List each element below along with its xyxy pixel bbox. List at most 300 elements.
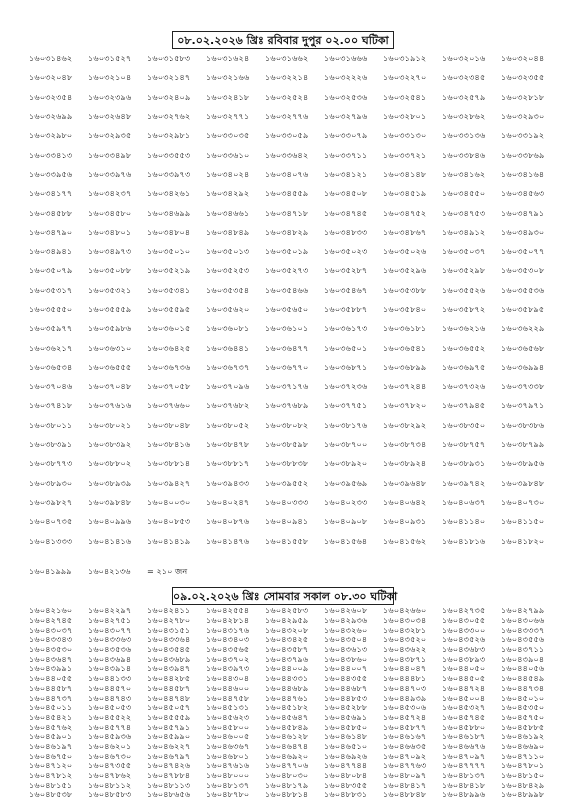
roll-number-cell: ১৬০৪১৮১৬ xyxy=(442,535,486,546)
roll-number-cell: ১৬০৩৮৯২৪ xyxy=(383,458,427,469)
roll-number-cell: ১৬০৪৮৮৪৮ xyxy=(383,789,427,800)
roll-number-cell: ১৬০৩৬১৭৩ xyxy=(324,323,368,334)
roll-number-cell: ১৬০৩২৩৫৫ xyxy=(501,72,545,83)
roll-number-cell: ১৬০৪৪৫৪৯ xyxy=(501,673,545,684)
roll-number-cell: ১৬০৩৮৩৯১ xyxy=(29,439,73,450)
roll-number-cell: ১৬০৩৪১৬৪ xyxy=(501,168,545,179)
roll-number-cell: ১৬০৪৪৪৮১ xyxy=(383,673,427,684)
roll-number-cell: ১৬০৩৬১৮১ xyxy=(383,323,427,334)
roll-number-cell: ১৬০৩৮৯৫৬ xyxy=(501,458,545,469)
roll-number-cell: ১৬০৩৪১৭৭ xyxy=(29,188,73,199)
roll-number-cell: ১৬০৩৮৯৩৯ xyxy=(88,477,132,488)
roll-number-cell: ১৬০৪২৯৩৬ xyxy=(324,615,368,626)
roll-number-cell: ১৬০৪১৫৬২ xyxy=(383,535,427,546)
roll-number-cell: ১৬০৩৮৮১৪ xyxy=(147,458,191,469)
roll-number-cell: ১৬০৪৫০০৪ xyxy=(442,692,486,703)
roll-number-cell: ১৬০৪৪৭৩৭ xyxy=(29,692,73,703)
roll-number-cell: ১৬০৪৩৫৫৬ xyxy=(501,634,545,645)
roll-number-cell: ১৬০৩১৫৮৩ xyxy=(147,53,191,64)
roll-number-cell: ১৬০৩৭২৩৬ xyxy=(324,381,368,392)
roll-number-cell: ১৬০৪৩২৮১ xyxy=(383,624,427,635)
roll-number-cell: ১৬০৪৭৮৮৪ xyxy=(147,770,191,781)
roll-number-cell: ১৬০৩৮৩৮৬ xyxy=(501,419,545,430)
table-row xyxy=(29,262,559,281)
table-row xyxy=(29,224,559,243)
roll-number-cell: ১৬০৩৭০৯৬ xyxy=(206,381,250,392)
roll-number-cell: ১৬০৩৮৯২০ xyxy=(324,458,368,469)
roll-number-cell: ১৬০৩২০১৬ xyxy=(442,53,486,64)
roll-number-cell: ১৬০৩৬৮৯৯ xyxy=(383,361,427,372)
roll-number-cell: ১৬০৪৪০৪৭ xyxy=(383,663,427,674)
roll-number-cell: ১৬০৩২৯৮০ xyxy=(29,130,73,141)
roll-number-cell: ১৬০৪৩৬৮৯ xyxy=(147,653,191,664)
roll-number-cell: ১৬০৩৮৭৭৩ xyxy=(29,458,73,469)
roll-number-cell: ১৬০৪৫৭২৪ xyxy=(383,711,427,722)
roll-number-cell: ১৬০৩৭৬৮২ xyxy=(206,400,250,411)
roll-number-cell: ১৬০৩৮২৯২ xyxy=(383,419,427,430)
roll-number-cell: ১৬০৩৫০৮৮ xyxy=(88,265,132,276)
roll-number-cell: ১৬০৩৫৪৬৭ xyxy=(324,284,368,295)
roll-number-cell: ১৬০৩২৭৯৬ xyxy=(324,111,368,122)
roll-number-cell: ১৬০৩২৫৪১ xyxy=(383,91,427,102)
roll-number-cell: ১৬০৪৪৬৮৯ xyxy=(265,682,309,693)
roll-number-cell: ১৬০৩৫৩১৭ xyxy=(29,284,73,295)
roll-number-cell: ১৬০৩২২১৪ xyxy=(265,72,309,83)
roll-number-cell: ১৬০৩৪৭৪৫ xyxy=(324,207,368,218)
roll-number-cell: ১৬০৪২৭৯৯ xyxy=(501,605,545,616)
roll-number-cell: ১৬০৪৩৬৮৩ xyxy=(442,644,486,655)
roll-number-cell: ১৬০৪২৫৮৩ xyxy=(265,605,309,616)
roll-number-cell: ১৬০৩৫৫৯৫ xyxy=(147,304,191,314)
roll-number-cell: ১৬০৩৩৯৭৩ xyxy=(147,168,191,179)
roll-number-cell: ১৬০৪৫৭৫০ xyxy=(501,711,545,722)
roll-number-cell: ১৬০৩৫৫৫৯ xyxy=(88,304,132,314)
roll-number-cell: ১৬০৩২০৪৮ xyxy=(29,72,73,83)
roll-number-cell: ১৬০৩৫৬৫০ xyxy=(265,304,309,314)
roll-number-cell: ১৬০৪৭৭৪৪ xyxy=(324,760,368,771)
section-2-title: ০৯.০২.২০২৬ খ্রিঃ সোমবার সকাল ০৮.৩০ ঘটিকা xyxy=(172,587,394,605)
roll-number-cell: ১৬০৪৪৩৫৫ xyxy=(324,673,368,684)
roll-number-cell: ১৬০৪৪৭৫৮ xyxy=(206,692,250,703)
roll-number-cell: ১৬০৪৪৫৭০ xyxy=(88,682,132,693)
roll-number-cell: ১৬০৪৬৪৭৪ xyxy=(265,740,309,751)
table-row xyxy=(29,320,559,339)
table-row xyxy=(29,282,559,301)
roll-number-cell: ১৬০৪৩৯১৪ xyxy=(88,663,132,674)
roll-number-cell: ১৬০৩৪৯১২ xyxy=(442,226,486,237)
roll-number-cell: ১৬০৩৫০১৩ xyxy=(206,246,250,257)
roll-number-cell: ১৬০৪১৮২০ xyxy=(501,535,545,546)
roll-number-cell: ১৬০৪৩৪২৫ xyxy=(265,634,309,645)
roll-number-cell: ১৬০৩৫৫৩৬ xyxy=(501,284,545,295)
roll-number-cell: ১৬০৩৭৮২০ xyxy=(383,400,427,411)
roll-number-cell: ১৬০৩৭২৪৪ xyxy=(383,381,427,392)
roll-number-cell: ১৬০৩৩০৫৯ xyxy=(265,130,309,141)
roll-number-cell: ১৬০৩৬৩১০ xyxy=(88,342,132,353)
roll-number-cell: ১৬০৪২৯৫৯ xyxy=(265,615,309,626)
roll-number-cell: ১৬০৩৮৪৭৮ xyxy=(206,439,250,450)
roll-number-cell: ১৬০৩৪২৯২ xyxy=(206,188,250,199)
roll-number-cell: ১৬০৩২০৪৪ xyxy=(501,53,545,64)
roll-number-cell: ১৬০৪৮১১৩ xyxy=(147,779,191,790)
roll-number-cell: ১৬০৩৮৭৫৭ xyxy=(442,439,486,450)
roll-number-cell: ১৬০৪৪৭২৪ xyxy=(442,682,486,693)
roll-number-cell: ১৬০৩৫০১০ xyxy=(147,246,191,257)
roll-number-cell: ১৬০৪৩৫৪৫ xyxy=(147,644,191,655)
roll-number-cell: ১৬০৪১৪১৯ xyxy=(147,535,191,546)
roll-number-cell: ১৬০৩৮৩৯২ xyxy=(88,439,132,450)
roll-number-cell: ১৬০৩৪৭৫৩ xyxy=(442,207,486,218)
roll-number-cell: ১৬০৩৭০৫৮ xyxy=(147,381,191,392)
roll-number-cell: ১৬০৪৩০৭৭ xyxy=(88,624,132,635)
roll-number-cell: ১৬০৩৮৭৯৯ xyxy=(501,439,545,450)
roll-number-cell: ১৬০৩৪১৬২ xyxy=(442,168,486,179)
roll-number-cell: ১৬০৩২৮০১ xyxy=(383,111,427,122)
roll-number-cell: ১৬০৪০৯০৮ xyxy=(324,516,368,527)
roll-number-cell: ১৬০৩৪৫৮০ xyxy=(88,207,132,218)
roll-number-cell: ১৬০৩৫০২৩ xyxy=(324,246,368,257)
roll-number-cell: ১৬০৪২৫৫৪ xyxy=(206,605,250,616)
table-row xyxy=(29,791,559,801)
roll-number-cell: ১৬০৩১৬২৪ xyxy=(206,53,250,64)
roll-number-cell: ১৬০৪৬১৯২ xyxy=(501,731,545,742)
roll-number-cell: ১৬০৪৮৭৮০ xyxy=(206,789,250,800)
roll-number-cell: ১৬০৪৪৮৫৩ xyxy=(324,692,368,703)
roll-number-cell: ১৬০৪২১৬০ xyxy=(29,605,73,616)
roll-number-cell: ১৬০৪৩৩০০ xyxy=(442,624,486,635)
roll-number-cell: ১৬০৩৫৬২০ xyxy=(206,304,250,314)
roll-number-cell: ১৬০৪৩২০৮ xyxy=(265,624,309,635)
roll-number-cell: ১৬০৩৫৯৮৬ xyxy=(88,323,132,334)
roll-number-cell: ১৬০৩৫৩০৮ xyxy=(501,265,545,276)
roll-number-cell: ১৬০৪০০৩০ xyxy=(147,496,191,507)
roll-number-cell: ১৬০৪৩০৩৪ xyxy=(383,615,427,626)
roll-number-cell: ১৬০৩৪০২৪ xyxy=(206,168,250,179)
roll-number-cell: ১৬০৪৩১৫১ xyxy=(147,624,191,635)
roll-number-cell: ১৬০৩৫৩৫৪ xyxy=(206,284,250,295)
roll-number-cell: ১৬০৩৬১০১ xyxy=(265,323,309,334)
roll-number-cell: ১৬০৩৫৮৯৫ xyxy=(501,304,545,314)
roll-number-cell: ১৬০৩৬৪৪১ xyxy=(206,342,250,353)
roll-number-cell: ১৬০৪৪৭৬১ xyxy=(265,692,309,703)
roll-number-cell: ১৬০৩৪৫০৮ xyxy=(324,188,368,199)
section-1-table xyxy=(29,50,559,552)
roll-number-cell: ১৬০৩৬৯৭৫ xyxy=(442,361,486,372)
roll-number-cell: ১৬০৩৫২১৯ xyxy=(147,265,191,276)
roll-number-cell: ১৬০৪৬১৮৭ xyxy=(442,731,486,742)
roll-number-cell: ১৬০৩৬৭৭০ xyxy=(265,361,309,372)
roll-number-cell: ১৬০৪০৯৩১ xyxy=(383,516,427,527)
roll-number-cell: ১৬০৪৮৮১৪ xyxy=(265,789,309,800)
roll-number-cell: ১৬০৪৭৬১৬ xyxy=(206,760,250,771)
roll-number-cell: ১৬০৩৬৫৩৪ xyxy=(29,361,73,372)
roll-number-cell: ১৬০৩২১৬৬ xyxy=(206,72,250,83)
roll-number-cell: ১৬০৪৬৯২৬ xyxy=(324,750,368,761)
roll-number-cell: ১৬০৩২৩৯৬ xyxy=(88,91,132,102)
roll-number-cell: ১৬০৪৩৩৬৪ xyxy=(147,634,191,645)
section-2-table xyxy=(29,607,559,801)
roll-number-cell: ১৬০৪৭৭৬৩ xyxy=(383,760,427,771)
roll-number-cell: ১৬০৪৭৮৬২ xyxy=(88,770,132,781)
roll-number-cell: ১৬০৩২১৪৭ xyxy=(147,72,191,83)
roll-number-cell: ১৬০৩৫৮৭২ xyxy=(442,304,486,314)
table-row xyxy=(29,436,559,455)
roll-number-cell: ১৬০৪৩৪০৩ xyxy=(206,634,250,645)
roll-number-cell: ১৬০৪৫৭৬২ xyxy=(29,721,73,732)
roll-number-cell: ১৬০৪০৭৩৫ xyxy=(29,516,73,527)
roll-number-cell: ১৬০৪১৪৭৬ xyxy=(206,535,250,546)
roll-number-cell: ১৬০৩২৯৩৫ xyxy=(88,130,132,141)
roll-number-cell: ১৬০৩১৬৬২ xyxy=(265,53,309,64)
roll-number-cell: ১৬০৪৩৮৭১ xyxy=(383,653,427,664)
roll-number-cell: ১৬০৩৩৪১৩ xyxy=(29,149,73,160)
roll-number-cell: ১৬০৪৭৮০১ xyxy=(501,760,545,771)
roll-number-cell: ১৬০৩৮০৮২ xyxy=(265,419,309,430)
roll-number-cell: ১৬০৩৯৮২৭ xyxy=(29,496,73,507)
roll-number-cell: ১৬০৪৭১১০ xyxy=(501,750,545,761)
roll-number-cell: ১৬০৪৩৯৯১ xyxy=(29,663,73,674)
table-row xyxy=(29,339,559,358)
roll-number-cell: ১৬০৩৩৭১১ xyxy=(324,149,368,160)
table-row xyxy=(29,301,559,320)
table-row xyxy=(29,108,559,127)
roll-number-cell: ১৬০৩৪৭৫২ xyxy=(383,207,427,218)
roll-number-cell: ১৬০৩৫২৯৬ xyxy=(383,265,427,276)
roll-number-cell: ১৬০৩৭০৪৬ xyxy=(29,381,73,392)
roll-number-cell: ১৬০৪৫৮৮৫ xyxy=(501,721,545,732)
roll-number-cell: ১৬০৩৫৪৬৬ xyxy=(265,284,309,295)
roll-number-cell: ১৬০৪৩৯৭৩ xyxy=(206,663,250,674)
roll-number-cell: ১৬০৩৫২৫৩ xyxy=(206,265,250,276)
table-row xyxy=(29,378,559,397)
roll-number-cell: ১৬০৩২৭৭৬ xyxy=(265,111,309,122)
roll-number-cell: ১৬০৩৪৮৩৩ xyxy=(324,226,368,237)
roll-number-cell: ১৬০৩২২২৬ xyxy=(324,72,368,83)
roll-number-cell: ১৬০৩৩১৩০ xyxy=(383,130,427,141)
roll-number-cell: ১৬০৩৯৬৪৮ xyxy=(383,477,427,488)
roll-number-cell: ১৬০৪৬৬৭৬ xyxy=(442,740,486,751)
roll-number-cell: ১৬০৩৪১৪৮ xyxy=(383,168,427,179)
roll-number-cell: ১৬০৪৫৮৮০ xyxy=(442,721,486,732)
roll-number-cell: ১৬০৪৩৭১১ xyxy=(501,644,545,655)
roll-number-cell: ১৬০৩৪৭৯০ xyxy=(29,226,73,237)
roll-number-cell: ১৬০৩২৪১৮ xyxy=(206,91,250,102)
roll-number-cell: ১৬০৪৭৪২৬ xyxy=(147,760,191,771)
roll-number-cell: ১৬০৪৩৫০৪ xyxy=(324,634,368,645)
roll-number-cell: ১৬০৩৬২১৭ xyxy=(29,342,73,353)
roll-number-cell: ১৬০৪২৭৫১ xyxy=(88,615,132,626)
roll-number-cell: ১৬০৪০৭৩০ xyxy=(501,496,545,507)
roll-number-cell: ১৬০৪৪১৩৩ xyxy=(88,673,132,684)
roll-number-cell: ১৬০৪৬১২৮ xyxy=(265,731,309,742)
roll-number-cell: ১৬০৩৮৪১৬ xyxy=(147,439,191,450)
roll-number-cell: ১৬০৪৩৩৪৩ xyxy=(29,634,73,645)
roll-number-cell: ১৬০৪৮০৯৭ xyxy=(383,770,427,781)
roll-number-cell: ১৬০৪৪৭৪৮ xyxy=(147,692,191,703)
roll-number-cell: ১৬০৪৫৬৯১ xyxy=(324,711,368,722)
roll-number-cell: ১৬০৪৪০৫০ xyxy=(442,663,486,674)
roll-number-cell: ১৬০৩৪১২১ xyxy=(324,168,368,179)
roll-number-cell: ১৬০৪৪০০৭ xyxy=(324,663,368,674)
roll-number-cell: ১৬০৪৬০০৫ xyxy=(206,731,250,742)
table-row xyxy=(29,69,559,88)
roll-number-cell: ১৬০৪১৪১৬ xyxy=(88,535,132,546)
roll-number-cell: ১৬০৪৪৬০০ xyxy=(206,682,250,693)
roll-number-cell: ১৬০৪৩৬৯৪ xyxy=(88,653,132,664)
roll-number-cell: ১৬০৪৮১৭৯ xyxy=(265,779,309,790)
roll-number-cell: ১৬০৩৪৮৪৯ xyxy=(206,226,250,237)
roll-number-cell: ১৬০৩৬৭৩৭ xyxy=(206,361,250,372)
roll-number-cell: ১৬০৩৮০৫২ xyxy=(206,419,250,430)
roll-number-cell: ১৬০৪৬২০১ xyxy=(88,740,132,751)
roll-number-cell: ১৬০৩৫০৩৭ xyxy=(442,246,486,257)
roll-number-cell: ১৬০৪৫৩২৭ xyxy=(442,702,486,713)
roll-number-cell: ১৬০৩৭১৭৬ xyxy=(265,381,309,392)
roll-number-cell: ১৬০৩১৫২৭ xyxy=(88,53,132,64)
roll-number-cell: ১৬০৪৪৬৮৭ xyxy=(324,682,368,693)
roll-number-cell: ১৬০৩২৪০৯ xyxy=(147,91,191,102)
roll-number-cell: ১৬০৪৭৭৭৭ xyxy=(442,760,486,771)
roll-number-cell: ১৬০৩৪৬৯৯ xyxy=(147,207,191,218)
roll-number-cell: ১৬০৪৫৭৭৪ xyxy=(88,721,132,732)
roll-number-cell: ১৬০৪৪৭৪৩ xyxy=(88,692,132,703)
roll-number-cell: ১৬০৪৫৮০০ xyxy=(206,721,250,732)
roll-number-cell: ১৬০৪৫৭৯১ xyxy=(147,721,191,732)
roll-number-cell: ১৬০৩৬৯৯৪ xyxy=(501,361,545,372)
roll-number-cell: ১৬০৩৯৪২৭ xyxy=(147,477,191,488)
roll-number-cell: ১৬০৪৩৬১৩ xyxy=(324,644,368,655)
roll-number-cell: ১৬০৪০৯৪১ xyxy=(265,516,309,527)
roll-number-cell: ১৬০৩২৮১৮ xyxy=(501,91,545,102)
roll-number-cell: ১৬০৪১১৪০ xyxy=(442,516,486,527)
roll-number-cell: ১৬০৪৪০৫৫ xyxy=(29,673,73,684)
roll-number-cell: ১৬০৩৮৯৩০ xyxy=(29,477,73,488)
roll-number-cell: ১৬০৪২৭৮০ xyxy=(147,615,191,626)
roll-number-cell: ১৬০৪২৪১১ xyxy=(147,605,191,616)
roll-number-cell: ১৬০৪৫৮৭৭ xyxy=(383,721,427,732)
roll-number-cell: ১৬০৪১৫৬৪ xyxy=(324,535,368,546)
roll-number-cell: ১৬০৪৪৫৮৭ xyxy=(29,682,73,693)
roll-number-cell: ১৬০৪২৬৬০ xyxy=(383,605,427,616)
roll-number-cell: ১৬০৩২৫২৪ xyxy=(265,91,309,102)
roll-number-cell: ১৬০৩১৯১২ xyxy=(383,53,427,64)
roll-number-cell: ১৬০৩৪৫৫৯ xyxy=(265,188,309,199)
roll-number-cell: ১৬০৪৭০৯২ xyxy=(383,750,427,761)
roll-number-cell: ১৬০৩৩১৩৬ xyxy=(442,130,486,141)
roll-number-cell: ১৬০৩৬২১৬ xyxy=(442,323,486,334)
roll-number-cell: ১৬০৪৪৫০৫ xyxy=(442,673,486,684)
roll-number-cell: ১৬০৪৫১৩১ xyxy=(206,702,250,713)
table-row xyxy=(29,204,559,223)
roll-number-cell: ১৬০৩৬৫৫৫ xyxy=(88,361,132,372)
roll-number-cell: ১৬০৩৫৩৪১ xyxy=(147,284,191,295)
roll-number-cell: ১৬০৪৫৬২৩ xyxy=(206,711,250,722)
table-row xyxy=(29,397,559,416)
roll-number-cell: ১৬০৩২৫৩৬ xyxy=(324,91,368,102)
roll-number-cell: ১৬০৪৩৭৯৬ xyxy=(265,653,309,664)
roll-number-cell: ১৬০৪৩৬৪৭ xyxy=(29,653,73,664)
roll-number-cell: ১৬০৩৫০১৯ xyxy=(265,246,309,257)
roll-number-cell: ১৬০৪০৮৫৩ xyxy=(147,516,191,527)
roll-number-cell: ১৬০৪৮৬৫৬ xyxy=(147,789,191,800)
roll-number-cell: ১৬০৪০৬৪২ xyxy=(383,496,427,507)
roll-number-cell: ১৬০৪৬১৬৭ xyxy=(383,731,427,742)
roll-number-cell: ১৬০৪৪৯৩৯ xyxy=(383,692,427,703)
roll-number-cell: ১৬০৪৪৭০৩ xyxy=(383,682,427,693)
roll-number-cell: ১৬০৩৪৮০১ xyxy=(88,226,132,237)
roll-number-cell: ১৬০৪৪০৫৬ xyxy=(501,663,545,674)
roll-number-cell: ১৬০৪৫৮৪৯ xyxy=(265,721,309,732)
roll-number-cell: ১৬০৪৪৩৩১ xyxy=(265,673,309,684)
roll-number-cell: ১৬০৪০৩৩৩ xyxy=(265,496,309,507)
roll-number-cell: ১৬০৪৬৭৯৭ xyxy=(147,750,191,761)
roll-number-cell: ১৬০৪৮১৫০ xyxy=(501,770,545,781)
roll-number-cell: ১৬০৪৮৪২৯ xyxy=(501,779,545,790)
roll-number-cell: ১৬০৪৮১৩৭ xyxy=(442,770,486,781)
roll-number-cell: ১৬০৪৩৩৬৩ xyxy=(88,634,132,645)
roll-number-cell: ১৬০৩৭৯৭১ xyxy=(501,400,545,411)
roll-number-cell: ১৬০৪৫৯৩৬ xyxy=(88,731,132,742)
roll-number-cell: ১৬০৩৫২৯৮ xyxy=(442,265,486,276)
roll-number-cell: ১৬০৩৬৫৬৮ xyxy=(501,342,545,353)
roll-number-cell: ১৬০৪৮৫৮৩ xyxy=(88,789,132,800)
roll-number-cell: ১৬০৩৮৭৩৪ xyxy=(383,439,427,450)
roll-number-cell: ১৬০৩৮০২১ xyxy=(88,419,132,430)
roll-number-cell: ১৬০৪৮৯৯৮ xyxy=(501,789,545,800)
roll-number-cell: ১৬০৩৬৫০১ xyxy=(324,342,368,353)
table-row xyxy=(29,417,559,436)
roll-number-cell: ১৬০৪২২৯৭ xyxy=(88,605,132,616)
roll-number-cell: ১৬০৩৬০৮১ xyxy=(206,323,250,334)
summary-total: = ২১০ জন xyxy=(147,566,188,576)
roll-number-cell: ১৬০৩৪০৭৬ xyxy=(265,168,309,179)
roll-number-cell: ১৬০৩৮৫৯৮ xyxy=(265,439,309,450)
roll-number-cell: ১৬০৪৬৫১০ xyxy=(324,740,368,751)
roll-number-cell: ১৬০৪৫০১০ xyxy=(501,692,545,703)
table-row xyxy=(29,127,559,146)
table-row xyxy=(29,185,559,204)
roll-number-cell: ১৬০৪২৭৪৫ xyxy=(29,615,73,626)
roll-number-cell: ১৬০৪৩৫২০ xyxy=(383,634,427,645)
roll-number-cell: ১৬০৪৫৫২২ xyxy=(88,711,132,722)
table-row xyxy=(29,50,559,69)
roll-number-cell: ১৬০৩৪৮৬৭ xyxy=(383,226,427,237)
roll-number-cell: ১৬০৪৩৫৩০ xyxy=(29,644,73,655)
roll-number-cell: ১৬০৪৮১১২ xyxy=(88,779,132,790)
roll-number-cell: ১৬০৩২৩৫৪ xyxy=(29,91,73,102)
roll-number-cell: ১৬০৪৫৮৫০ xyxy=(324,721,368,732)
roll-number-cell: ১৬০৪২৬০৮ xyxy=(324,605,368,616)
roll-number-cell: ১৬০৪৫২৮৮ xyxy=(324,702,368,713)
roll-number-cell: ১৬০৩২৮৬২ xyxy=(442,111,486,122)
section-1-title: ০৮.০২.২০২৬ খ্রিঃ রবিবার দুপুর ০২.০০ ঘটিকা xyxy=(172,31,394,49)
roll-number-cell: ১৬০৩৩৯৭৬ xyxy=(88,168,132,179)
roll-number-cell: ১৬০৪১৫৫৮ xyxy=(265,535,309,546)
roll-number-cell: ১৬০৩৫৩২১ xyxy=(88,284,132,295)
roll-number-cell: ১৬০৩৬০১৫ xyxy=(147,323,191,334)
roll-number-cell: ১৬০৪৩৮৬০ xyxy=(324,653,368,664)
roll-number-cell: ১৬০৩৭৪১৮ xyxy=(29,400,73,411)
roll-number-cell: ১৬০৩৪৫৬৩ xyxy=(501,188,545,199)
roll-number-cell: ১৬০৩৯৫৫২ xyxy=(265,477,309,488)
roll-number-cell: ১৬০৪৮৪১৮ xyxy=(442,779,486,790)
roll-number-cell: ১৬০৪৭৭০৬ xyxy=(265,760,309,771)
roll-number-cell: ১৬০৪১১৫০ xyxy=(501,516,545,527)
roll-number-cell: ১৬০৩৬৪৭৭ xyxy=(265,342,309,353)
roll-number-cell: ১৬০৪৮৪১৭ xyxy=(383,779,427,790)
summary-cell: ১৬০৪২১৩৬ xyxy=(88,566,131,576)
roll-number-cell: ১৬০৪৭৮১২ xyxy=(29,770,73,781)
